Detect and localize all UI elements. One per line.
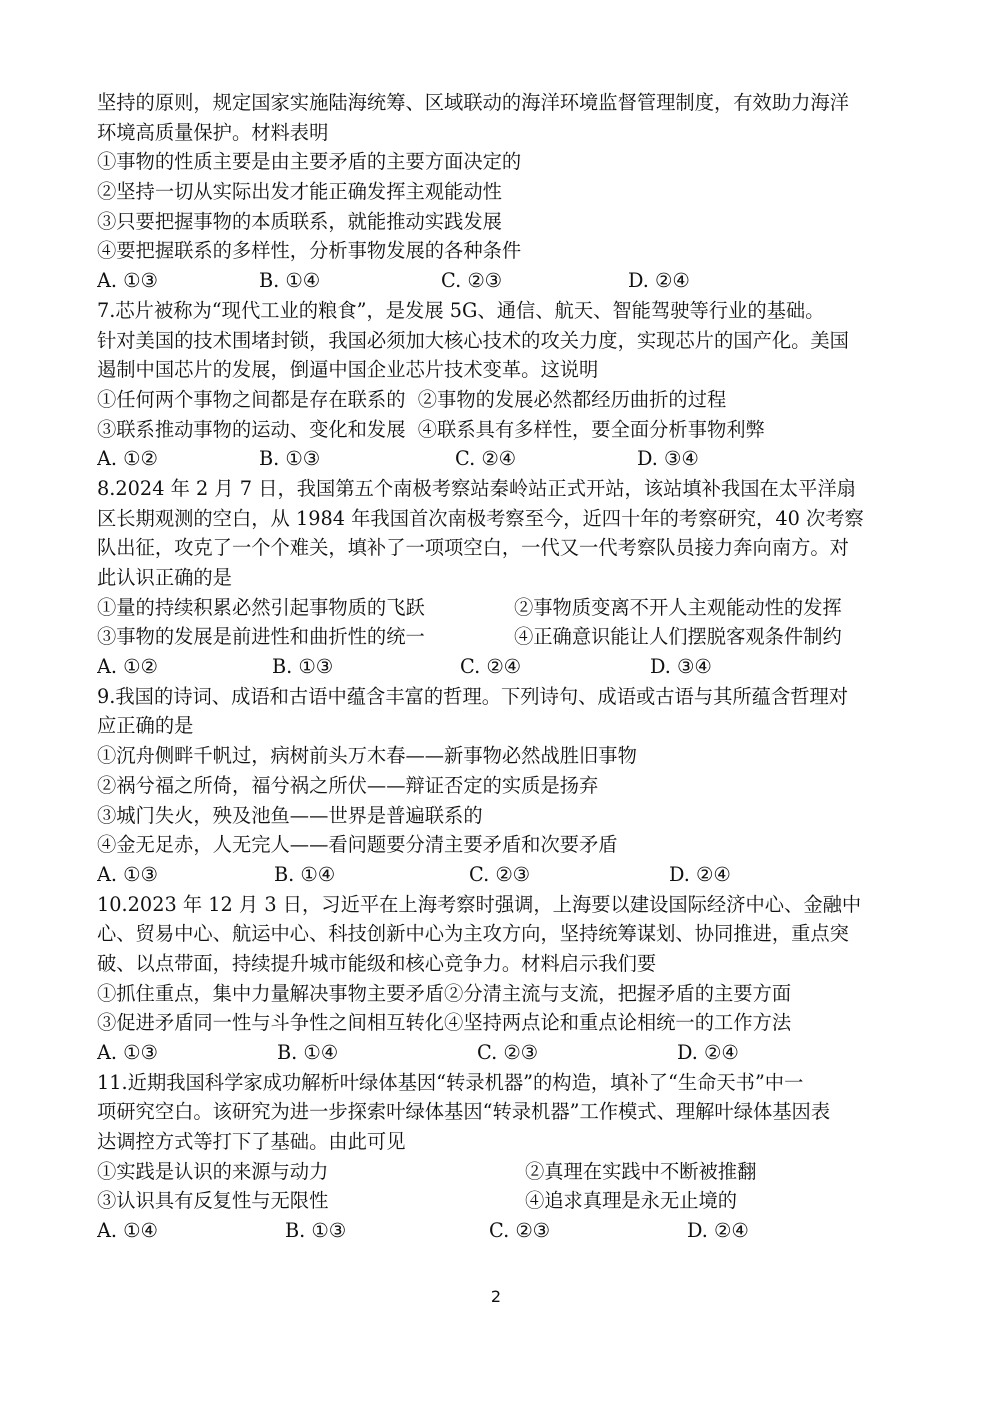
statement: ③联系推动事物的运动、变化和发展 ④联系具有多样性，要全面分析事物利弊 [97, 417, 765, 441]
answer-options [97, 652, 907, 682]
statement-pair [97, 1157, 907, 1187]
option-c: C. ②③ [441, 269, 502, 293]
question-9 [97, 682, 907, 890]
statement: ①事物的性质主要是由主要矛盾的主要方面决定的 [97, 150, 522, 174]
question-stem-line: 9.我国的诗词、成语和古语中蕴含丰富的哲理。下列诗句、成语或古语与其所蕴含哲理对 [97, 684, 849, 708]
statement: ③促进矛盾同一性与斗争性之间相互转化④坚持两点论和重点论相统一的工作方法 [97, 1011, 792, 1035]
statement: ②真理在实践中不断被推翻 [525, 1159, 757, 1183]
answer-options [97, 1038, 907, 1068]
question-6-tail [97, 88, 907, 296]
answer-options [97, 1216, 907, 1246]
statement: ④要把握联系的多样性，分析事物发展的各种条件 [97, 239, 522, 263]
page-number: 2 [490, 1287, 502, 1306]
answer-options [97, 860, 907, 890]
option-d: D. ③④ [637, 447, 699, 471]
option-d: D. ②④ [628, 269, 690, 293]
question-stem-line: 应正确的是 [97, 714, 194, 738]
question-11 [97, 1068, 907, 1246]
question-stem-line: 环境高质量保护。材料表明 [97, 120, 329, 144]
question-10 [97, 890, 907, 1068]
option-a: A. ①② [97, 447, 158, 471]
statement: ①抓住重点，集中力量解决事物主要矛盾②分清主流与支流，把握矛盾的主要方面 [97, 981, 792, 1005]
option-c: C. ②③ [469, 862, 530, 886]
option-d: D. ②④ [677, 1041, 739, 1064]
question-content [97, 88, 907, 1246]
question-stem-line: 心、贸易中心、航运中心、科技创新中心为主攻方向，坚持统筹谋划、协同推进，重点突 [97, 922, 849, 946]
statement-pair [97, 593, 907, 623]
statement: ②事物质变离不开人主观能动性的发挥 [514, 595, 842, 619]
question-stem-line: 坚持的原则，规定国家实施陆海统筹、区域联动的海洋环境监督管理制度，有效助力海洋 [97, 91, 849, 114]
option-a: A. ①② [97, 655, 158, 679]
answer-options [97, 266, 907, 296]
statement: ③认识具有反复性与无限性 [97, 1189, 329, 1213]
statement: ③事物的发展是前进性和曲折性的统一 [97, 625, 425, 649]
question-stem-line: 破、以点带面，持续提升城市能级和核心竞争力。材料启示我们要 [97, 951, 657, 975]
statement: ④正确意识能让人们摆脱客观条件制约 [514, 625, 842, 649]
statement: ①实践是认识的来源与动力 [97, 1159, 329, 1183]
option-b: B. ①③ [272, 655, 333, 679]
option-a: A. ①④ [97, 1219, 158, 1243]
statement: ③只要把握事物的本质联系，就能推动实践发展 [97, 209, 502, 233]
option-c: C. ②③ [489, 1219, 550, 1243]
statement: ②祸兮福之所倚，福兮祸之所伏——辩证否定的实质是扬弃 [97, 773, 599, 797]
question-stem-line: 此认识正确的是 [97, 566, 232, 589]
question-8 [97, 474, 907, 682]
statement: ①沉舟侧畔千帆过，病树前头万木春——新事物必然战胜旧事物 [97, 744, 637, 768]
option-c: C. ②③ [477, 1041, 538, 1064]
option-c: C. ②④ [455, 447, 516, 471]
option-b: B. ①③ [259, 447, 320, 471]
question-7 [97, 296, 907, 474]
question-stem-line: 项研究空白。该研究为进一步探索叶绿体基因“转录机器”工作模式、理解叶绿体基因表 [97, 1100, 831, 1124]
statement: ③城门失火，殃及池鱼——世界是普遍联系的 [97, 803, 483, 827]
question-stem-line: 遏制中国芯片的发展，倒逼中国企业芯片技术变革。这说明 [97, 358, 599, 382]
option-a: A. ①③ [97, 269, 158, 293]
option-b: B. ①④ [277, 1041, 338, 1064]
option-a: A. ①③ [97, 862, 158, 886]
question-stem-line: 7.芯片被称为“现代工业的粮食”，是发展 5G、通信、航天、智能驾驶等行业的基础。 [97, 298, 825, 322]
answer-options [97, 444, 907, 474]
question-stem-line: 11.近期我国科学家成功解析叶绿体基因“转录机器”的构造，填补了“生命天书”中一 [97, 1070, 804, 1094]
question-stem-line: 10.2023 年 12 月 3 日，习近平在上海考察时强调，上海要以建设国际经济中心、金融中 [97, 892, 862, 916]
option-c: C. ②④ [460, 655, 521, 679]
question-stem-line: 区长期观测的空白，从 1984 年我国首次南极考察至今，近四十年的考察研究，40 次考察 [97, 506, 864, 530]
statement: ②坚持一切从实际出发才能正确发挥主观能动性 [97, 180, 502, 204]
option-b: B. ①④ [274, 862, 335, 886]
statement: ①量的持续积累必然引起事物质的飞跃 [97, 595, 425, 619]
statement: ①任何两个事物之间都是存在联系的 ②事物的发展必然都经历曲折的过程 [97, 387, 727, 411]
option-d: D. ②④ [687, 1219, 749, 1243]
question-stem-line: 8.2024 年 2 月 7 日，我国第五个南极考察站秦岭站正式开站，该站填补我国在太平洋扇 [97, 476, 856, 500]
statement: ④金无足赤，人无完人——看问题要分清主要矛盾和次要矛盾 [97, 833, 618, 857]
option-a: A. ①③ [97, 1041, 158, 1064]
statement: ④追求真理是永无止境的 [525, 1189, 738, 1213]
question-stem-line: 针对美国的技术围堵封锁，我国必须加大核心技术的攻关力度，实现芯片的国产化。美国 [97, 328, 849, 352]
statement-pair [97, 622, 907, 652]
question-stem-line: 达调控方式等打下了基础。由此可见 [97, 1130, 406, 1154]
option-b: B. ①③ [285, 1219, 346, 1243]
option-d: D. ③④ [650, 655, 712, 679]
question-stem-line: 队出征，攻克了一个个难关，填补了一项项空白，一代又一代考察队员接力奔向南方。对 [97, 536, 849, 560]
option-b: B. ①④ [259, 269, 320, 293]
option-d: D. ②④ [669, 862, 731, 886]
statement-pair [97, 1186, 907, 1216]
